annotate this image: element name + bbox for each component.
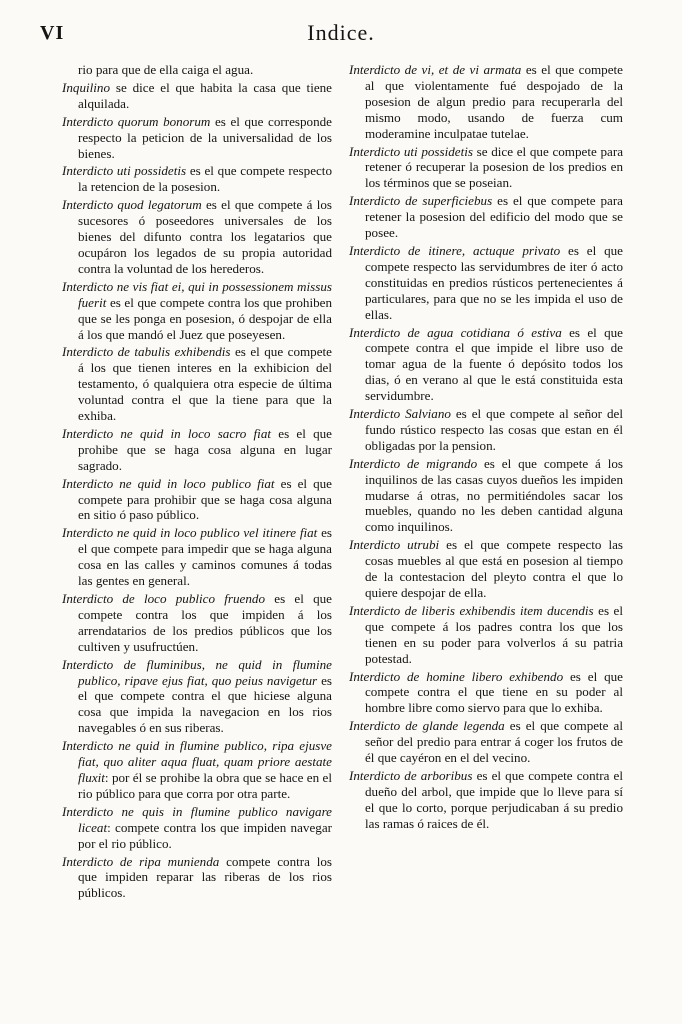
entry-definition: es el que prohibe que se haga cosa alguna en lugar sagrado. (78, 425, 332, 473)
entry-term: Interdicto de tabulis exhibendis (62, 344, 231, 360)
index-entry (62, 197, 332, 277)
entry-term: Interdicto ne vis fiat ei, qui in possessionem missus fuerit (62, 278, 332, 310)
entry-term: Interdicto utrubi (349, 537, 440, 553)
entry-term: Interdicto de migrando (349, 455, 478, 471)
entry-definition: es el que compete al señor del predio para entrar á coger los frutos de él que cayéron en el del vecino. (365, 718, 623, 766)
entry-term: Interdicto de fluminibus, ne quid in flumine publico, ripave ejus fiat, quo peius navigetur (62, 656, 332, 688)
index-entry (62, 426, 332, 474)
index-entry (349, 718, 623, 766)
index-entry (62, 591, 332, 655)
index-entry (62, 80, 332, 112)
index-entry (62, 738, 332, 802)
index-entry (62, 525, 332, 589)
entry-definition: es el que compete respecto la retencion de la posesion. (78, 163, 332, 195)
entry-term: Interdicto Salviano (349, 406, 451, 422)
entry-definition: es el que compete para impedir que se haga alguna cosa en las calles y caminos comunes á todas las gentes en general. (78, 525, 333, 589)
entry-definition: es el que compete para prohibir que se haga cosa alguna en sitio ó paso público. (78, 475, 332, 523)
entry-term: Interdicto de homine libero exhibendo (349, 668, 564, 684)
entry-definition: se dice el que compete para retener ó recuperar la posesion de los predios en los términos que se poseian. (365, 143, 624, 191)
entry-term: Interdicto de ripa munienda (62, 853, 220, 869)
index-entry (349, 193, 623, 241)
entry-definition: es el que compete á los inquilinos de las casas cuyos dueños les impiden mudarse á otras, no permitiéndoles sacar los muebles, quando no les deben cantidad alguna como inquilinos. (365, 455, 623, 535)
entry-definition: es el que compete contra los que impiden á los arrendatarios de los predios públicos que los cultiven y usufructúen. (78, 591, 332, 654)
entry-definition: compete contra los que impiden reparar las riberas de los rios públicos. (78, 853, 332, 901)
entry-definition: es el que corresponde respecto la peticion de la universalidad de los bienes. (78, 113, 332, 161)
entry-term: Inquilino (62, 79, 111, 95)
index-entry (349, 243, 623, 323)
index-entry (349, 62, 623, 142)
entry-term: Interdicto de superficiebus (349, 193, 493, 209)
entry-term: Interdicto de agua cotidiana ó estiva (349, 324, 562, 340)
entry-term: Interdicto quod legatorum (62, 197, 202, 213)
index-entry (349, 325, 623, 405)
entry-definition: es el que compete al señor del fundo rústico respecto las cosas que estan en él obligadas por la pension. (365, 406, 623, 453)
entry-definition: es el que compete á los sucesores ó poseedores universales de los bienes del difunto contra los legatarios que ocupáron los legados de su propia autoridad contra la voluntad de los herederos. (78, 197, 332, 276)
entry-definition: se dice el que habita la casa que tiene alquilada. (78, 79, 332, 111)
entry-term: Interdicto ne quid in loco sacro fiat (62, 425, 272, 441)
index-entry (62, 163, 332, 195)
index-entry (349, 537, 623, 601)
index-entry (62, 62, 332, 78)
entry-definition: es el que compete respecto las cosas muebles al que está en posesion al tiempo de la contestacion del pleyto contra el que lo quiere despojar de ella. (365, 537, 623, 600)
page-number: VI (40, 22, 65, 44)
entry-definition: es el que compete contra el que tiene en su poder al hombre libre como siervo para que lo exhiba. (365, 668, 623, 716)
entry-definition: rio para que de ella caiga el agua. (78, 62, 254, 77)
entry-term: Interdicto de liberis exhibendis item ducendis (349, 602, 594, 618)
index-entry (349, 603, 623, 667)
index-entry (349, 144, 623, 192)
entry-term: Interdicto quorum bonorum (62, 113, 211, 129)
entry-term: Interdicto ne quid in loco publico fiat (62, 475, 275, 491)
index-entry (349, 406, 623, 454)
entry-term: Interdicto ne quid in loco publico vel itinere fiat (62, 525, 318, 541)
entry-definition: es el que compete para retener la posesion del edificio del modo que se posee. (365, 193, 623, 241)
entry-definition: es el que compete contra el que impide el libre uso de tomar agua de la fuente ó depósito todos los dias, ó en verano al que le está constituida esta servidumbre. (365, 324, 623, 404)
entry-term: Interdicto de arboribus (349, 767, 473, 783)
index-entry (349, 669, 623, 717)
entry-term: Interdicto ne quid in flumine publico, ripa ejusve fiat, quo aliter aqua fluat, quam priore aestate fluxit (62, 738, 332, 785)
entry-term: Interdicto ne quis in flumine publico navigare liceat (62, 803, 332, 835)
entry-definition: es el que compete á los que tienen interes en la exhibicion del testamento, ó qualquiera otra especie de última voluntad contra el que la tiene para que la exhiba. (78, 344, 332, 424)
index-entry (62, 114, 332, 162)
entry-definition: : por él se prohibe la obra que se hace en el rio público para que corra por otra parte. (78, 769, 332, 801)
entry-definition: : compete contra los que impiden navegar por el rio público. (78, 819, 332, 851)
index-entry (62, 279, 332, 343)
entry-definition: es el que compete á los padres contra los que los tienen en su poder para volverlos á su patria potestad. (365, 602, 624, 666)
index-column-right (349, 62, 623, 834)
entry-term: Interdicto de glande legenda (349, 718, 505, 734)
index-entry (62, 657, 332, 737)
entry-definition: es el que compete respecto las servidumbres de iter ó acto constituidas en predios rústicos pertenecientes á particulares, para que no se les impida el uso de ellas. (365, 242, 623, 322)
entry-definition: es el que compete contra el dueño del arbol, que impide que lo lleve para sí el que lo corto, porque perjudicaban á su predio las ramas ó raices de él. (365, 767, 624, 831)
entry-term: Interdicto uti possidetis (349, 143, 473, 159)
index-entry (62, 476, 332, 524)
entry-definition: es el que compete al que violentamente fué despojado de la posesion de algun predio para recuperarla del mismo modo, usando de fuerza cum moderamine inculpatae tutelae. (365, 62, 623, 141)
entry-term: Interdicto de loco publico fruendo (62, 591, 266, 606)
entry-definition: es el que compete contra los que prohiben que se les ponga en posesion, ó despojar de ella á los que mandó el Juez que poseyesen. (78, 294, 332, 342)
index-entry (62, 804, 332, 852)
entry-term: Interdicto uti possidetis (62, 163, 187, 179)
index-entry (349, 768, 623, 832)
entry-term: Interdicto de vi, et de vi armata (349, 62, 522, 77)
index-entry (62, 854, 332, 902)
page-title: Indice. (307, 20, 375, 45)
index-column-left (62, 62, 332, 903)
index-entry (349, 456, 623, 536)
index-entry (62, 344, 332, 424)
entry-definition: es el que compete contra el que hiciese alguna cosa que impida la navegacion en los rios navegables ó en sus riberas. (78, 672, 332, 736)
entry-term: Interdicto de itinere, actuque privato (349, 242, 561, 258)
